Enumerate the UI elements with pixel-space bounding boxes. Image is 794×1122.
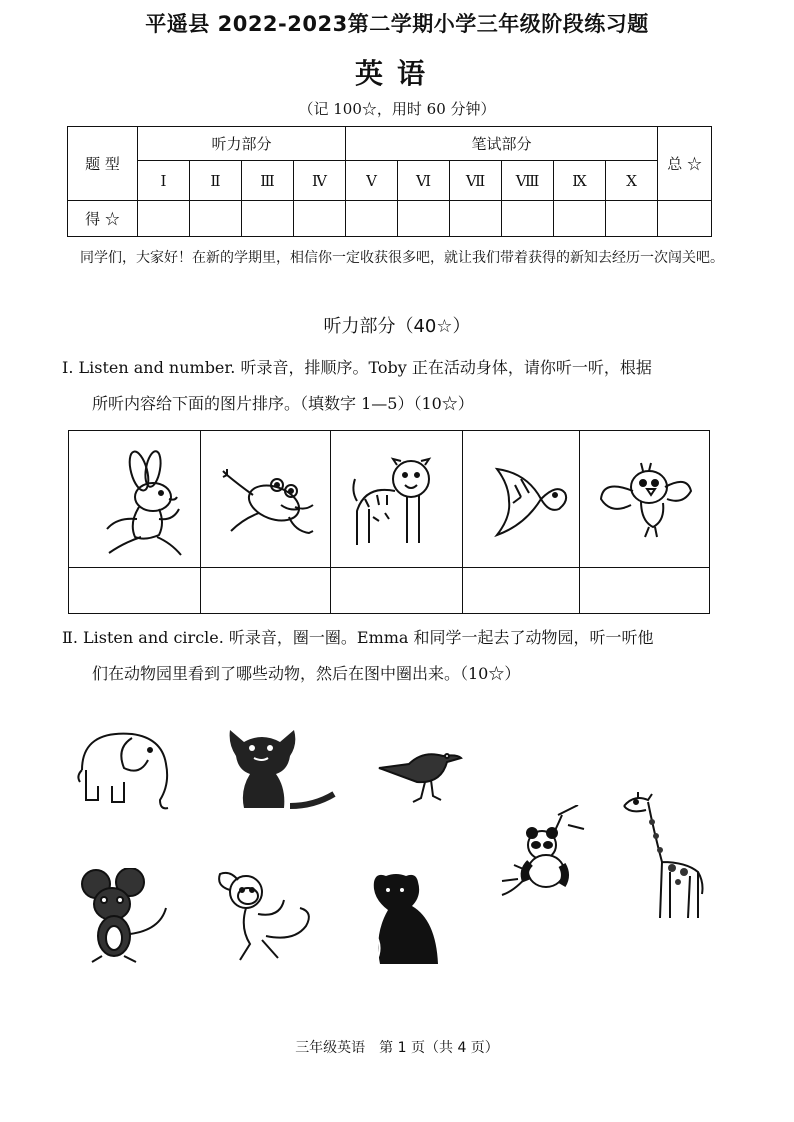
score-cell[interactable] xyxy=(242,201,294,237)
panda-icon xyxy=(498,805,588,905)
score-cell[interactable] xyxy=(138,201,190,237)
numeral-cell: Ⅲ xyxy=(242,161,294,201)
q1-line2: 所听内容给下面的图片排序。（填数字 1—5）（10☆） xyxy=(92,394,474,413)
score-cell[interactable] xyxy=(606,201,658,237)
exam-meta: （记 100☆，用时 60 分钟） xyxy=(298,100,496,118)
q2-line2: 们在动物园里看到了哪些动物，然后在图中圈出来。（10☆） xyxy=(92,664,521,683)
tiger-icon xyxy=(349,453,445,549)
mouse-icon xyxy=(74,868,174,964)
score-cell[interactable] xyxy=(450,201,502,237)
numeral-cell: Ⅱ xyxy=(190,161,242,201)
frog-jumping-icon xyxy=(219,455,319,545)
q1-image-grid xyxy=(68,430,710,614)
score-cell[interactable] xyxy=(398,201,450,237)
elephant-icon xyxy=(72,720,182,810)
numeral-cell: Ⅶ xyxy=(450,161,502,201)
fish-icon xyxy=(479,459,569,545)
row-label-score: 得 ☆ xyxy=(68,201,138,237)
giraffe-icon xyxy=(618,792,708,922)
score-table xyxy=(67,126,712,237)
score-cell[interactable] xyxy=(502,201,554,237)
total-header: 总 ☆ xyxy=(658,127,712,201)
monkey-icon xyxy=(212,870,318,962)
page-footer: 三年级英语 第 1 页（共 4 页） xyxy=(295,1040,499,1056)
numeral-cell: Ⅹ xyxy=(606,161,658,201)
question-2 xyxy=(62,620,732,692)
subject-title: 英语 xyxy=(354,57,439,90)
bear-icon xyxy=(366,872,442,966)
total-score-cell[interactable] xyxy=(658,201,712,237)
section-listening-heading: 听力部分（40☆） xyxy=(323,316,471,337)
score-cell[interactable] xyxy=(294,201,346,237)
numeral-cell: Ⅳ xyxy=(294,161,346,201)
bird-flying-icon xyxy=(597,457,693,547)
writing-header: 笔试部分 xyxy=(346,127,658,161)
numeral-cell: Ⅵ xyxy=(398,161,450,201)
score-cell[interactable] xyxy=(190,201,242,237)
q2-line1: Ⅱ. Listen and circle. 听录音，圈一圈。Emma 和同学一起去了动物园，听一听他 xyxy=(62,628,654,647)
q1-line1: Ⅰ. Listen and number. 听录音，排顺序。Toby 正在活动身体，请你听一听，根据 xyxy=(62,358,652,377)
numeral-cell: Ⅷ xyxy=(502,161,554,201)
question-1 xyxy=(62,350,732,422)
numeral-cell: Ⅸ xyxy=(554,161,606,201)
rabbit-running-icon xyxy=(91,445,191,557)
greeting-text: 同学们，大家好！在新的学期里，相信你一定收获很多吧，就让我们带着获得的新知去经历一次闯关吧。 xyxy=(80,250,724,266)
score-cell[interactable] xyxy=(346,201,398,237)
score-cell[interactable] xyxy=(554,201,606,237)
row-label-type: 题 型 xyxy=(68,127,138,201)
numeral-cell: Ⅴ xyxy=(346,161,398,201)
listening-header: 听力部分 xyxy=(138,127,346,161)
cat-icon xyxy=(220,722,340,810)
exam-title: 平遥县 2022-2023第二学期小学三年级阶段练习题 xyxy=(145,12,649,36)
numeral-cell: Ⅰ xyxy=(138,161,190,201)
bird-icon xyxy=(375,740,465,806)
